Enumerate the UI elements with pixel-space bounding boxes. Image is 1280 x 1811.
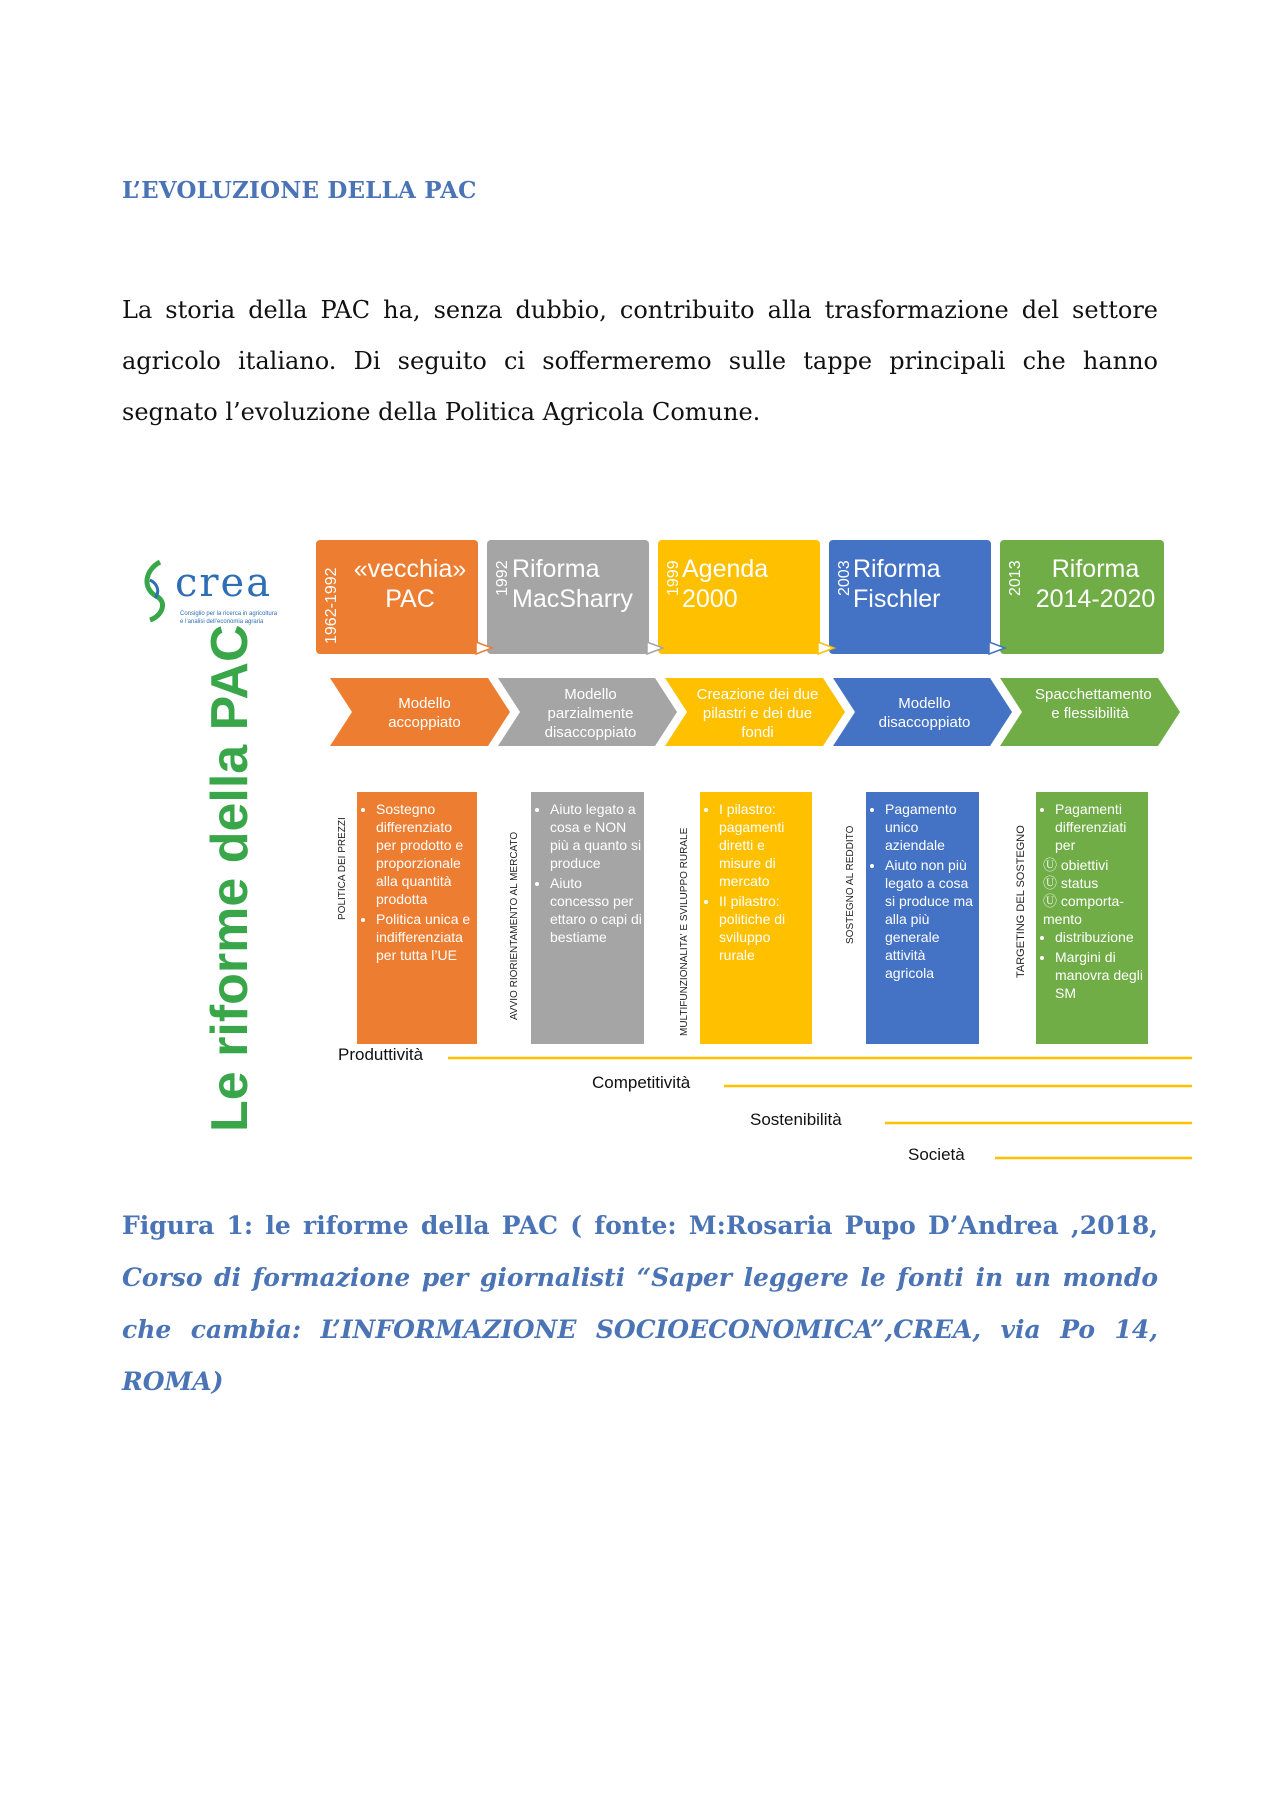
reform-title-1: [345, 554, 475, 614]
caption-bold: Figura 1: le riforme della PAC ( fonte: M:Rosaria Pupo D’Andrea ,2018,: [122, 1211, 1158, 1240]
sub-item-label: obiettivi: [1060, 857, 1109, 873]
reform-title-1-line2: PAC: [385, 585, 435, 613]
sub-item: Ⓤ comporta-mento: [1043, 893, 1124, 927]
detail-item: • Aiuto non più legato a cosa si produce ma alla più generale attività agricola: [885, 856, 977, 982]
detail-item: • Politica unica e indifferenziata per tutta l’UE: [376, 910, 474, 964]
timeline-label-1: Produttività: [338, 1045, 424, 1064]
logo-subtitle-line1: Consiglio per la ricerca in agricoltura: [180, 611, 278, 617]
detail-list-4: [871, 800, 977, 984]
detail-item: • II pilastro: politiche di sviluppo rurale: [719, 892, 809, 964]
crea-leaf-icon: [147, 562, 163, 620]
year-label-3: 1999: [665, 560, 682, 596]
detail-list-3: [705, 800, 809, 966]
vertical-title: Le riforme della PAC: [201, 624, 259, 1132]
sub-item: Ⓤ status: [1043, 875, 1099, 891]
model-label-1: Modello accoppiato: [388, 695, 461, 731]
reform-title-2: [512, 554, 647, 614]
year-label-1: 1962-1992: [323, 567, 340, 644]
logo-wordmark: crea: [175, 560, 273, 606]
timeline-label-4: Società: [908, 1145, 965, 1164]
reform-title-2-line2: MacSharry: [512, 585, 633, 613]
reform-title-3: [682, 554, 817, 614]
sub-item-label: comporta-mento: [1043, 893, 1124, 927]
reform-title-5-line2: 2014-2020: [1035, 585, 1156, 613]
sub-item: Ⓤ obiettivi: [1043, 857, 1109, 873]
crea-logo: [147, 562, 163, 620]
reform-title-3-line1: Agenda: [682, 555, 769, 583]
model-label-5: Spacchettamento e flessibilità: [1035, 686, 1152, 722]
reform-title-5-line1: Riforma: [1051, 555, 1140, 583]
reform-title-4-line2: Fischler: [853, 585, 941, 613]
detail-list-2: [536, 800, 642, 948]
detail-item: • Sostegno differenziato per prodotto e proporzionale alla quantità prodotta: [376, 800, 474, 908]
year-label-4: 2003: [836, 560, 853, 596]
detail-item: • Pagamenti differenziati per: [1055, 800, 1146, 854]
side-label-1: POLITICA DEI PREZZI: [337, 817, 348, 920]
reform-title-5: [1028, 554, 1163, 614]
detail-list-1: [362, 800, 474, 966]
caption-italic: Corso di formazione per giornalisti “Saper leggere le fonti in un mondo che cambia: L’INFORMAZIONE SOCIOECONOMICA”,CREA, via Po 14, ROMA): [122, 1263, 1158, 1396]
side-label-2: AVVIO RIORIENTAMENTO AL MERCATO: [509, 831, 520, 1020]
intro-paragraph: La storia della PAC ha, senza dubbio, contribuito alla trasformazione del settore agricolo italiano. Di seguito ci soffermeremo sulle tappe principali che hanno segnato l’evoluzione della Politica Agricola Comune.: [122, 296, 1158, 426]
side-label-5: TARGETING DEL SOSTEGNO: [1015, 825, 1027, 978]
year-label-2: 1992: [494, 560, 511, 596]
year-label-5: 2013: [1007, 560, 1024, 596]
detail-item: • Margini di manovra degli SM: [1055, 948, 1146, 1002]
timeline-lines: [448, 1058, 1192, 1158]
side-label-3: MULTIFUNZIONALITA' E SVILUPPO RURALE: [679, 827, 690, 1036]
detail-item: • Aiuto concesso per ettaro o capi di bestiame: [550, 874, 642, 946]
model-label-4: Modello disaccoppiato: [878, 695, 971, 731]
side-label-4: SOSTEGNO AL REDDITO: [845, 825, 856, 944]
reform-title-4-line1: Riforma: [853, 555, 941, 583]
detail-item: • distribuzione: [1055, 928, 1146, 946]
model-label-2: Modello parzialmente disaccoppiato: [544, 686, 637, 741]
timeline-label-2: Competitività: [592, 1073, 691, 1092]
reform-title-1-line1: «vecchia»: [353, 555, 467, 583]
detail-item: • Aiuto legato a cosa e NON più a quanto si produce: [550, 800, 642, 872]
detail-item: • I pilastro: pagamenti diretti e misure di mercato: [719, 800, 809, 890]
detail-list-5: [1041, 800, 1146, 1004]
reforms-figure: [0, 540, 1280, 1180]
detail-item: • Pagamento unico aziendale: [885, 800, 977, 854]
reform-title-3-line2: 2000: [682, 585, 738, 613]
section-heading: L’EVOLUZIONE DELLA PAC: [122, 177, 477, 204]
figure-caption: [122, 1200, 1158, 1408]
timeline-label-3: Sostenibilità: [750, 1110, 842, 1129]
logo-subtitle-line2: e l’analisi dell’economia agraria: [180, 619, 264, 625]
sub-item-label: status: [1060, 875, 1099, 891]
reform-title-4: [853, 554, 988, 614]
model-label-3: Creazione dei due pilastri e dei due fondi: [696, 686, 819, 741]
reform-title-2-line1: Riforma: [512, 555, 600, 583]
